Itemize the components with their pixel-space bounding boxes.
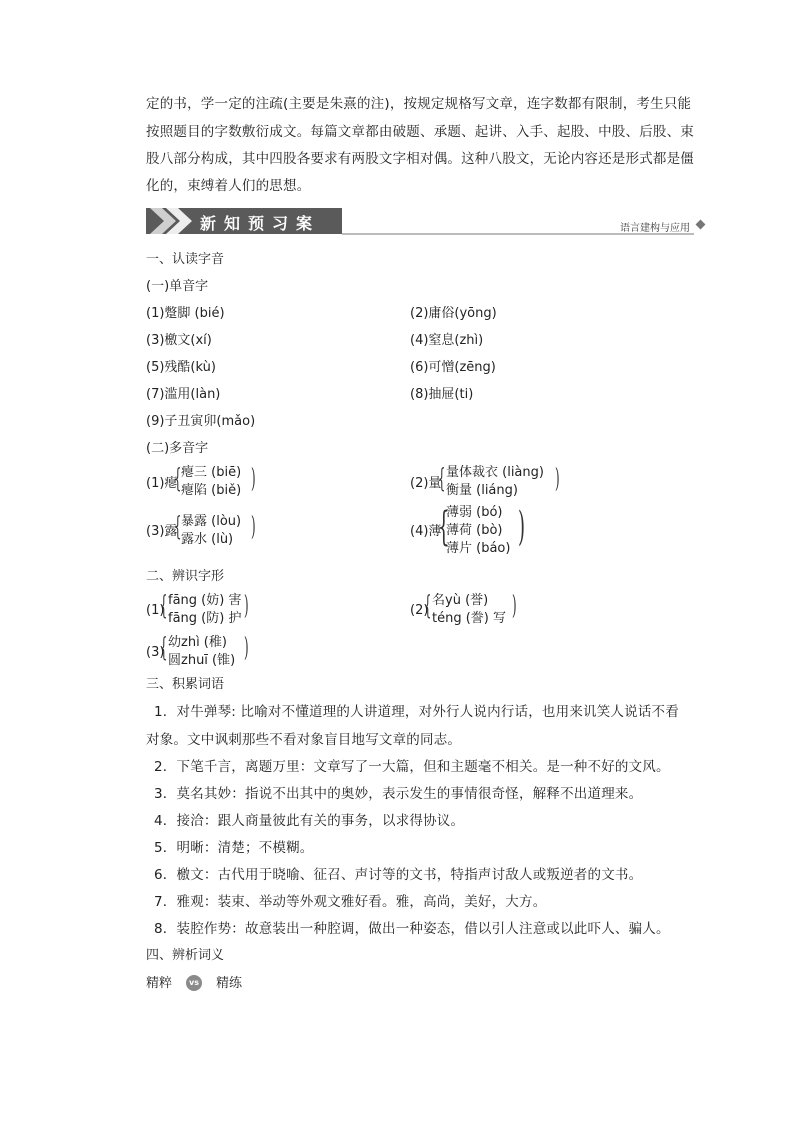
banner-right-label: 语言建构与应用	[620, 223, 690, 234]
multi-item: 量体裁衣 (liàng)	[446, 465, 544, 480]
right-brace: )	[555, 464, 560, 494]
intro-line-2: 按照题目的字数敷衍成文。每篇文章都由破题、承题、起讲、入手、起股、中股、后股、束	[146, 124, 694, 140]
left-brace: {	[438, 464, 446, 494]
single-item: (2)庸俗(yōng)	[410, 306, 497, 321]
diamond-icon	[696, 220, 706, 230]
multi-item: 薄弱 (bó)	[446, 505, 503, 520]
single-item: (7)滥用(làn)	[146, 387, 221, 402]
single-item: (4)窒息(zhì)	[410, 333, 484, 348]
section2-heading: 二、辨识字形	[146, 569, 225, 584]
right-brace: )	[251, 464, 256, 494]
multi-num: (3)露	[146, 524, 178, 539]
single-item: (5)残酷(kù)	[146, 360, 216, 375]
vocab-item-3: 3．莫名其妙：指说不出其中的奥妙，表示发生的事情很奇怪，解释不出道理来。	[154, 786, 643, 802]
multi-num: (2)量	[410, 476, 442, 491]
glyph-item: 幼zhì (稚)	[168, 635, 227, 650]
single-item: (9)子丑寅卯(mǎo)	[146, 414, 256, 429]
left-brace: {	[174, 512, 182, 542]
right-brace: )	[251, 512, 256, 542]
glyph-item: fāng (防) 护	[168, 611, 242, 626]
intro-line-1: 定的书，学一定的注疏(主要是朱熹的注)，按规定规格写文章，连字数都有限制，考生只能	[146, 96, 692, 112]
glyph-item: téng (誊) 写	[432, 611, 506, 626]
multi-item: 薄荷 (bò)	[446, 523, 503, 538]
vs-badge: vs	[186, 975, 202, 991]
glyph-item: fāng (妨) 害	[168, 593, 242, 608]
vocab-item-7: 7．雅观：装束、举动等外观文雅好看。雅，高尚，美好，大方。	[154, 894, 547, 910]
multi-item: 衡量 (liáng)	[446, 483, 518, 498]
vocab-item-6: 6．檄文：古代用于晓喻、征召、声讨等的文书，特指声讨敌人或叛逆者的文书。	[154, 867, 643, 883]
single-sound-label: (一)单音字	[146, 279, 209, 294]
right-brace: )	[518, 504, 526, 550]
single-item: (8)抽屉(ti)	[410, 387, 474, 402]
multi-num: (1)瘪	[146, 476, 178, 491]
right-brace: )	[512, 591, 517, 621]
multi-item: 薄片 (báo)	[446, 541, 511, 556]
section-banner	[146, 208, 704, 236]
glyph-group-num: (1)	[146, 603, 165, 618]
vocab-item-1-line-1: 1．对牛弹琴: 比喻对不懂道理的人讲道理，对外行人说内行话，也用来讥笑人说话不看	[154, 704, 679, 720]
glyph-group-num: (3)	[146, 645, 165, 660]
multi-item: 暴露 (lòu)	[181, 514, 242, 529]
intro-line-4: 化的，束缚着人们的思想。	[146, 178, 311, 194]
vocab-item-1-line-2: 对象。文中讽刺那些不看对象盲目地写文章的同志。	[146, 732, 462, 748]
multi-item: 露水 (lù)	[181, 532, 234, 547]
vocab-item-5: 5．明晰：清楚；不模糊。	[154, 840, 314, 856]
glyph-item: 名yù (誉)	[432, 593, 489, 608]
right-brace: )	[244, 591, 249, 621]
vocab-item-8: 8．装腔作势：故意装出一种腔调，做出一种姿态，借以引人注意或以此吓人、骗人。	[154, 921, 670, 937]
multi-item: 瘪陷 (biě)	[181, 483, 242, 498]
multi-sound-label: (二)多音字	[146, 441, 209, 456]
section4-heading: 四、辨析词义	[146, 948, 225, 963]
single-item: (1)蹩脚 (bié)	[146, 306, 225, 321]
multi-item: 瘪三 (biē)	[181, 465, 242, 480]
vocab-item-4: 4．接洽：跟人商量彼此有关的事务，以求得协议。	[154, 813, 465, 829]
left-brace: {	[438, 504, 450, 550]
single-item: (6)可憎(zēng)	[410, 360, 496, 375]
right-brace: )	[244, 633, 249, 663]
compare-word-b: 精练	[216, 976, 243, 991]
compare-word-a: 精粹	[146, 976, 173, 991]
section3-heading: 三、积累词语	[146, 677, 225, 692]
left-brace: {	[160, 633, 168, 663]
vocab-item-2: 2．下笔千言，离题万里：文章写了一大篇，但和主题毫不相关。是一种不好的文风。	[154, 759, 670, 775]
section1-heading: 一、认读字音	[146, 252, 225, 267]
left-brace: {	[160, 591, 168, 621]
banner-title: 新知预习案	[200, 214, 321, 233]
glyph-group-num: (2)	[410, 603, 429, 618]
single-item: (3)檄文(xí)	[146, 333, 212, 348]
left-brace: {	[174, 464, 182, 494]
intro-line-3: 股八部分构成，其中四股各要求有两股文字相对偶。这种八股文，无论内容还是形式都是僵	[146, 151, 694, 167]
glyph-item: 圆zhuī (锥)	[168, 653, 236, 668]
double-chevron-icon	[146, 208, 202, 234]
multi-num: (4)薄	[410, 524, 442, 539]
left-brace: {	[424, 591, 432, 621]
